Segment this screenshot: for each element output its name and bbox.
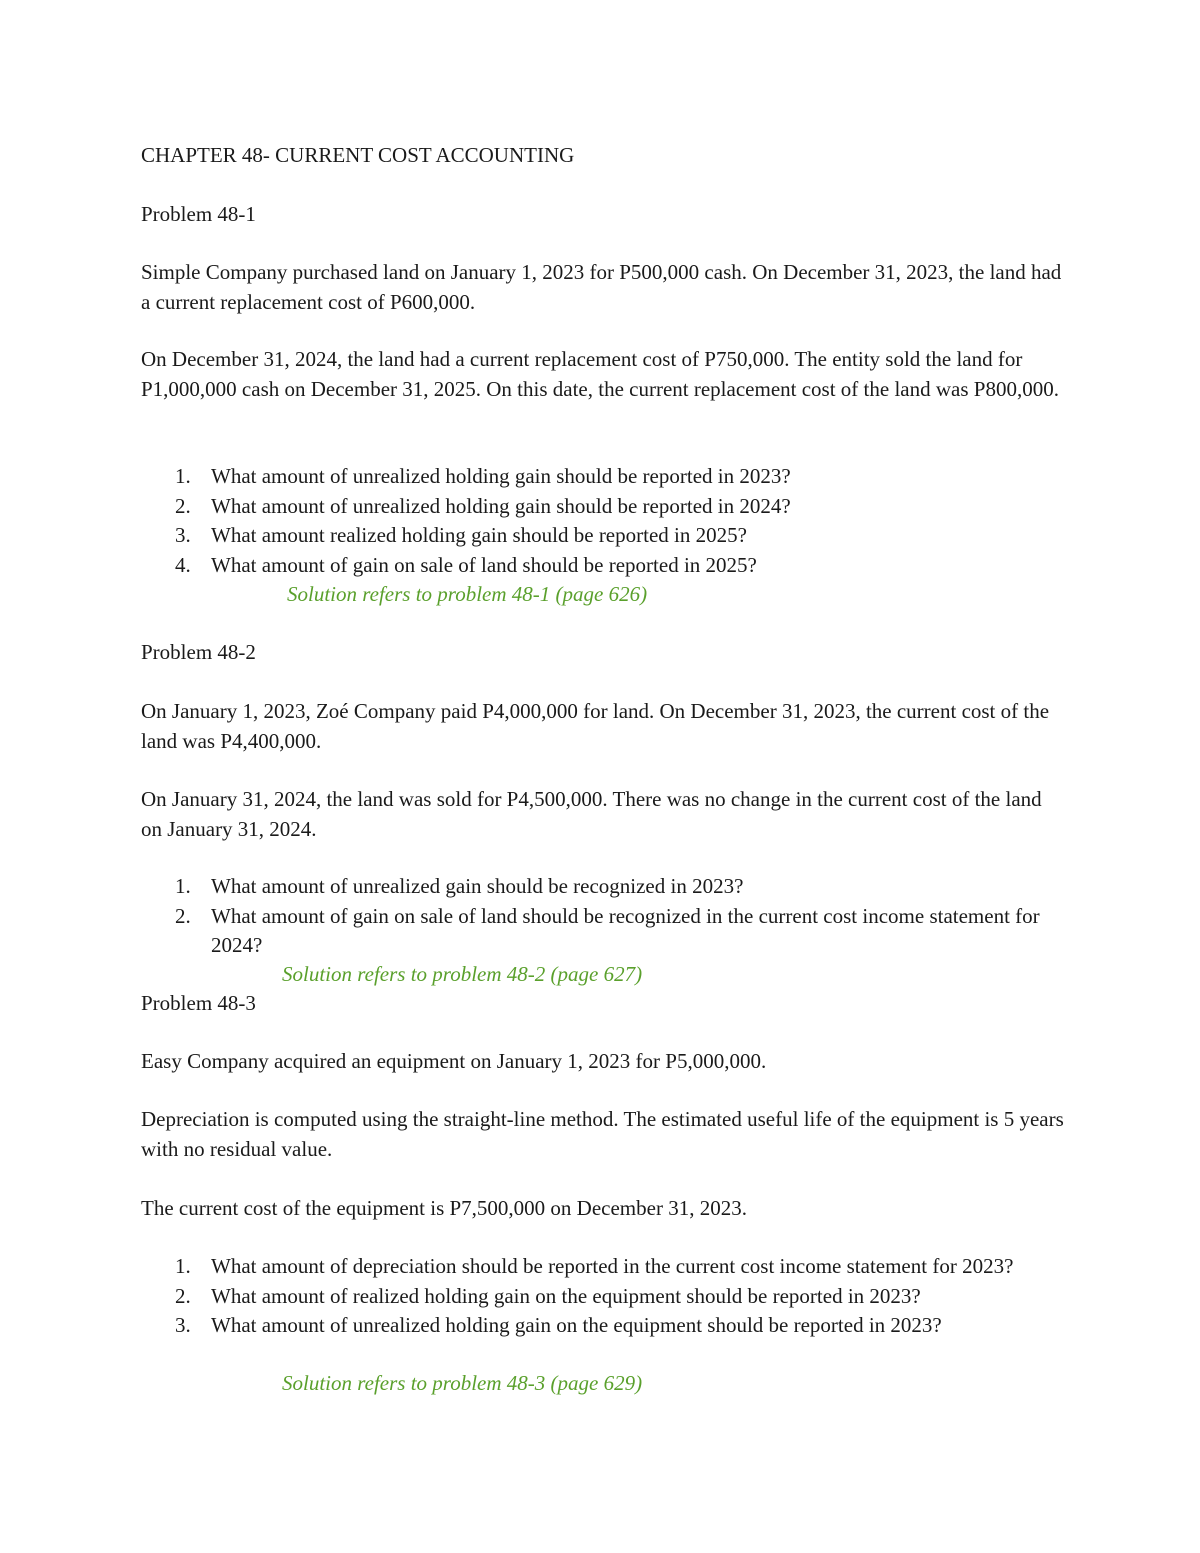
problem-paragraph: Depreciation is computed using the straight-line method. The estimated useful life of the equipment is 5 years with no residual value. bbox=[141, 1107, 1064, 1161]
problem-heading: Problem 48-1 bbox=[141, 202, 256, 226]
question-text: What amount of unrealized holding gain should be reported in 2023? bbox=[211, 464, 791, 488]
question-item bbox=[141, 462, 1066, 492]
question-item bbox=[141, 1311, 1066, 1341]
question-text: What amount of gain on sale of land should be reported in 2025? bbox=[211, 552, 757, 577]
question-number: 1. bbox=[175, 874, 191, 898]
question-number: 2. bbox=[175, 903, 191, 928]
question-number: 1. bbox=[175, 464, 191, 488]
question-list bbox=[141, 872, 1066, 961]
solution-reference: Solution refers to problem 48-2 (page 627) bbox=[282, 962, 643, 986]
problem-paragraph: Simple Company purchased land on January 1, 2023 for P500,000 cash. On December 31, 2023, the land had a current replacement cost of P600,000. bbox=[141, 260, 1062, 314]
question-text: What amount of realized holding gain on the equipment should be reported in 2023? bbox=[211, 1283, 921, 1308]
question-number: 2. bbox=[175, 493, 191, 518]
question-item bbox=[141, 1282, 1066, 1312]
question-number: 3. bbox=[175, 1313, 191, 1337]
question-text: What amount of depreciation should be reported in the current cost income statement for 2023? bbox=[211, 1254, 1014, 1278]
question-item bbox=[141, 551, 1066, 581]
question-list bbox=[141, 462, 1066, 580]
question-text: What amount realized holding gain should be reported in 2025? bbox=[211, 523, 747, 547]
question-text: What amount of unrealized gain should be recognized in 2023? bbox=[211, 874, 744, 898]
problem-heading: Problem 48-2 bbox=[141, 640, 256, 664]
question-item bbox=[141, 872, 1066, 902]
problem-paragraph: On January 31, 2024, the land was sold for P4,500,000. There was no change in the current cost of the land on January 31, 2024. bbox=[141, 787, 1042, 841]
chapter-title: CHAPTER 48- CURRENT COST ACCOUNTING bbox=[141, 143, 575, 167]
solution-reference: Solution refers to problem 48-1 (page 626) bbox=[287, 582, 648, 606]
problem-heading: Problem 48-3 bbox=[141, 991, 256, 1015]
question-item bbox=[141, 1252, 1066, 1282]
question-text: What amount of gain on sale of land should be recognized in the current cost income statement for 2024? bbox=[211, 903, 1040, 957]
question-item bbox=[141, 492, 1066, 522]
question-text: What amount of unrealized holding gain on the equipment should be reported in 2023? bbox=[211, 1313, 942, 1337]
question-number: 2. bbox=[175, 1283, 191, 1308]
question-list bbox=[141, 1252, 1066, 1341]
problem-paragraph: On January 1, 2023, Zoé Company paid P4,000,000 for land. On December 31, 2023, the current cost of the land was P4,400,000. bbox=[141, 699, 1050, 753]
solution-reference: Solution refers to problem 48-3 (page 629) bbox=[282, 1371, 643, 1395]
question-text: What amount of unrealized holding gain should be reported in 2024? bbox=[211, 493, 791, 518]
question-number: 3. bbox=[175, 523, 191, 547]
question-item bbox=[141, 902, 1066, 961]
problem-paragraph: Easy Company acquired an equipment on January 1, 2023 for P5,000,000. bbox=[141, 1049, 767, 1073]
question-number: 4. bbox=[175, 552, 191, 577]
problem-paragraph: On December 31, 2024, the land had a current replacement cost of P750,000. The entity sold the land for P1,000,000 cash on December 31, 2025. On this date, the current replacement cost of the land was P800,000. bbox=[141, 347, 1059, 401]
question-number: 1. bbox=[175, 1254, 191, 1278]
problem-paragraph: The current cost of the equipment is P7,500,000 on December 31, 2023. bbox=[141, 1196, 747, 1220]
question-item bbox=[141, 521, 1066, 551]
